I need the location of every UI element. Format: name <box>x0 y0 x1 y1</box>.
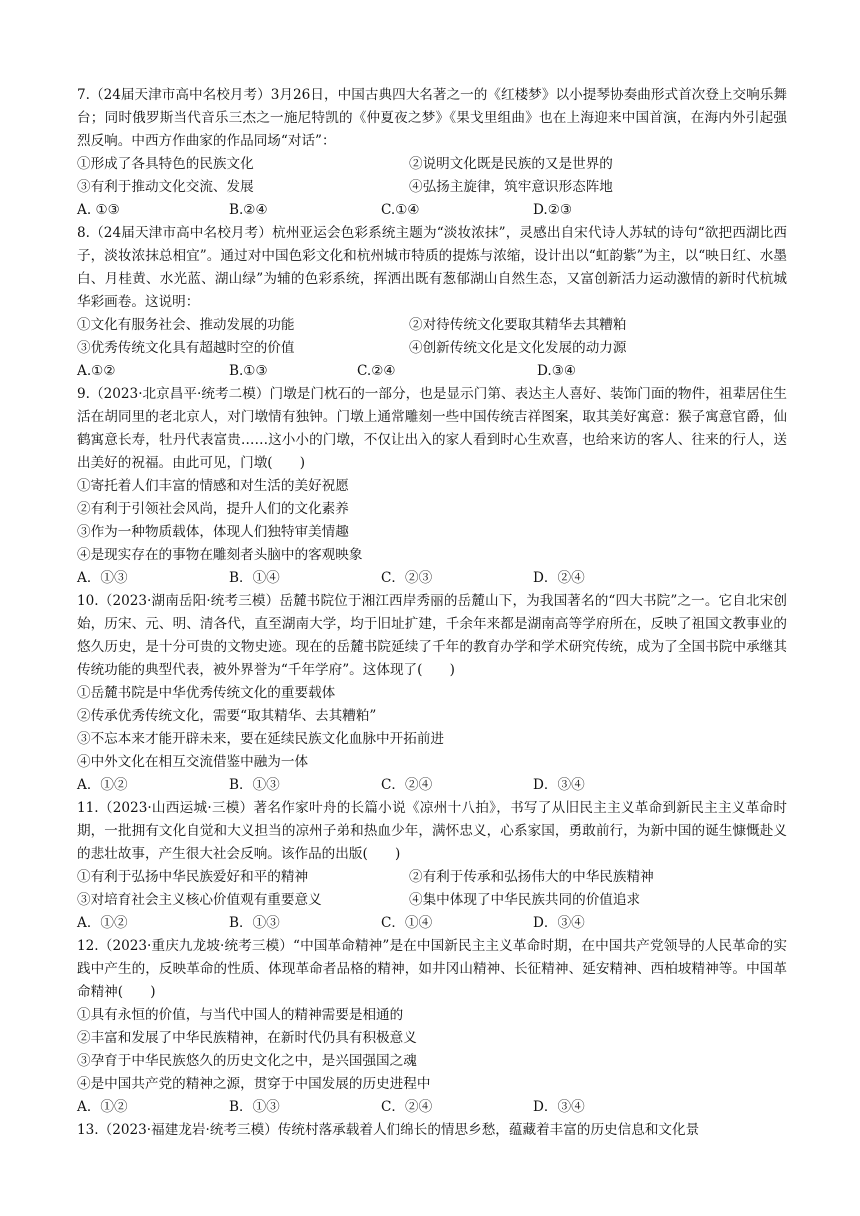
choice-d: D．③④ <box>533 1099 585 1115</box>
question-stem: 13.（2023·福建龙岩·统考三模）传统村落承载着人们绵长的情思乡愁，蕴藏着丰富的历史信息和文化景 <box>77 1122 700 1138</box>
choice-row <box>77 360 787 383</box>
choice-b: B.①③ <box>229 363 268 379</box>
choice-b: B．①③ <box>229 777 280 793</box>
statement-2: ②有利于传承和弘扬伟大的中华民族精神 <box>409 869 654 885</box>
question-12 <box>77 935 787 1119</box>
statement-2: ②传承优秀传统文化，需要“取其精华、去其糟粕” <box>77 708 377 724</box>
question-13 <box>77 1119 787 1142</box>
choice-d: D．②④ <box>533 570 585 586</box>
choice-a: A．①③ <box>77 570 128 586</box>
statement-3: ③不忘本来才能开辟未来，要在延续民族文化血脉中开拓前进 <box>77 731 445 747</box>
statement-4: ④是现实存在的事物在雕刻者头脑中的客观映象 <box>77 547 363 563</box>
choice-d: D．③④ <box>533 915 585 931</box>
statement-1: ①岳麓书院是中华优秀传统文化的重要载体 <box>77 685 336 701</box>
question-stem: 8.（24届天津市高中名校月考）杭州亚运会色彩系统主题为“淡妆浓抹”，灵感出自宋代诗人苏轼的诗句“欲把西湖比西子，淡妆浓抹总相宜”。通过对中国色彩文化和杭州城市特质的提炼与浓缩，设计出以“虹韵紫”为主，以“映日红、水墨白、月桂黄、水光蓝、湖山绿”为辅的色彩系统，挥洒出既有葱郁湖山自然生态，又富创新活力运动激情的新时代杭城华彩画卷。这说明： <box>77 225 787 310</box>
statement-2: ②有利于引领社会风尚，提升人们的文化素养 <box>77 501 349 517</box>
question-8 <box>77 222 787 383</box>
choice-d: D．③④ <box>533 777 585 793</box>
choice-b: B.②④ <box>229 202 268 218</box>
choice-c: C．②③ <box>381 570 433 586</box>
choice-c: C．②④ <box>381 1099 433 1115</box>
statement-row <box>77 866 787 889</box>
statement-row <box>77 889 787 912</box>
choice-b: B．①③ <box>229 915 280 931</box>
statement-2: ②丰富和发展了中华民族精神，在新时代仍具有积极意义 <box>77 1030 417 1046</box>
statement-row <box>77 176 787 199</box>
question-11 <box>77 797 787 935</box>
choice-b: B．①④ <box>229 570 280 586</box>
choice-row <box>77 199 787 222</box>
question-stem: 11.（2023·山西运城·三模）著名作家叶舟的长篇小说《凉州十八拍》，书写了从旧民主主义革命到新民主主义革命时期，一批拥有文化自觉和大义担当的凉州子弟和热血少年，满怀忠义，心系家国，勇敢前行，为新中国的诞生慷慨赴义的悲壮故事，产生很大社会反响。该作品的出版( ) <box>77 800 787 862</box>
statement-1: ①有利于弘扬中华民族爱好和平的精神 <box>77 869 309 885</box>
choice-d: D.③④ <box>537 363 577 379</box>
statement-2: ②说明文化既是民族的又是世界的 <box>409 156 613 172</box>
statement-4: ④中外文化在相互交流借鉴中融为一体 <box>77 754 309 770</box>
question-10 <box>77 590 787 797</box>
document-page <box>77 84 787 1142</box>
choice-d: D.②③ <box>533 202 573 218</box>
question-stem: 9.（2023·北京昌平·统考二模）门墩是门枕石的一部分，也是显示门第、表达主人喜好、装饰门面的物件，祖辈居住生活在胡同里的老北京人，对门墩情有独钟。门墩上通常雕刻一些中国传统吉祥图案，取其美好寓意：猴子寓意官爵，仙鹤寓意长寿，牡丹代表富贵……这小小的门墩，不仅让出入的家人看到时心生欢喜，也给来访的客人、往来的行人，送出美好的祝福。由此可见，门墩( ) <box>77 386 787 471</box>
statement-1: ①寄托着人们丰富的情感和对生活的美好祝愿 <box>77 478 349 494</box>
choice-a: A. ①③ <box>77 202 120 218</box>
statement-3: ③有利于推动文化交流、发展 <box>77 179 254 195</box>
choice-a: A．①② <box>77 915 128 931</box>
choice-row <box>77 774 787 797</box>
statement-4: ④集中体现了中华民族共同的价值追求 <box>409 892 641 908</box>
statement-1: ①文化有服务社会、推动发展的功能 <box>77 317 295 333</box>
choice-row <box>77 912 787 935</box>
choice-b: B．①③ <box>229 1099 280 1115</box>
choice-c: C．②④ <box>381 777 433 793</box>
statement-3: ③作为一种物质载体，体现人们独特审美情趣 <box>77 524 349 540</box>
statement-3: ③孕育于中华民族悠久的历史文化之中，是兴国强国之魂 <box>77 1053 417 1069</box>
statement-1: ①形成了各具特色的民族文化 <box>77 156 254 172</box>
choice-c: C.②④ <box>357 363 396 379</box>
statement-row <box>77 314 787 337</box>
question-stem: 7.（24届天津市高中名校月考）3月26日，中国古典四大名著之一的《红楼梦》以小提琴协奏曲形式首次登上交响乐舞台；同时俄罗斯当代音乐三杰之一施尼特凯的《仲夏夜之梦》《果戈里组曲》也在上海迎来中国首演，在海内外引起强烈反响。中西方作曲家的作品同场“对话”： <box>77 87 787 149</box>
choice-a: A.①② <box>77 363 116 379</box>
question-7 <box>77 84 787 222</box>
statement-3: ③优秀传统文化具有超越时空的价值 <box>77 340 295 356</box>
statement-4: ④弘扬主旋律，筑牢意识形态阵地 <box>409 179 613 195</box>
statement-4: ④创新传统文化是文化发展的动力源 <box>409 340 627 356</box>
statement-4: ④是中国共产党的精神之源，贯穿于中国发展的历史进程中 <box>77 1076 431 1092</box>
choice-c: C.①④ <box>381 202 420 218</box>
question-9 <box>77 383 787 590</box>
question-stem: 12.（2023·重庆九龙坡·统考三模）“中国革命精神”是在中国新民主主义革命时期，在中国共产党领导的人民革命的实践中产生的，反映革命的性质、体现革命者品格的精神，如井冈山精神、长征精神、延安精神、西柏坡精神等。中国革命精神( ) <box>77 938 787 1000</box>
choice-a: A．①② <box>77 1099 128 1115</box>
statement-row <box>77 153 787 176</box>
statement-1: ①具有永恒的价值，与当代中国人的精神需要是相通的 <box>77 1007 404 1023</box>
statement-3: ③对培育社会主义核心价值观有重要意义 <box>77 892 322 908</box>
statement-2: ②对待传统文化要取其精华去其糟粕 <box>409 317 627 333</box>
choice-row <box>77 1096 787 1119</box>
question-stem: 10.（2023·湖南岳阳·统考三模）岳麓书院位于湘江西岸秀丽的岳麓山下，为我国著名的“四大书院”之一。它自北宋创始，历宋、元、明、清各代，直至湖南大学，均于旧址扩建，千余年来都是湖南高等学府所在，反映了祖国文教事业的悠久历史，是十分可贵的文物史迹。现在的岳麓书院延续了千年的教育办学和学术研究传统，成为了全国书院中承继其传统功能的典型代表，被外界誉为“千年学府”。这体现了( ) <box>77 593 787 678</box>
choice-a: A．①② <box>77 777 128 793</box>
choice-c: C．①④ <box>381 915 433 931</box>
statement-row <box>77 337 787 360</box>
choice-row <box>77 567 787 590</box>
